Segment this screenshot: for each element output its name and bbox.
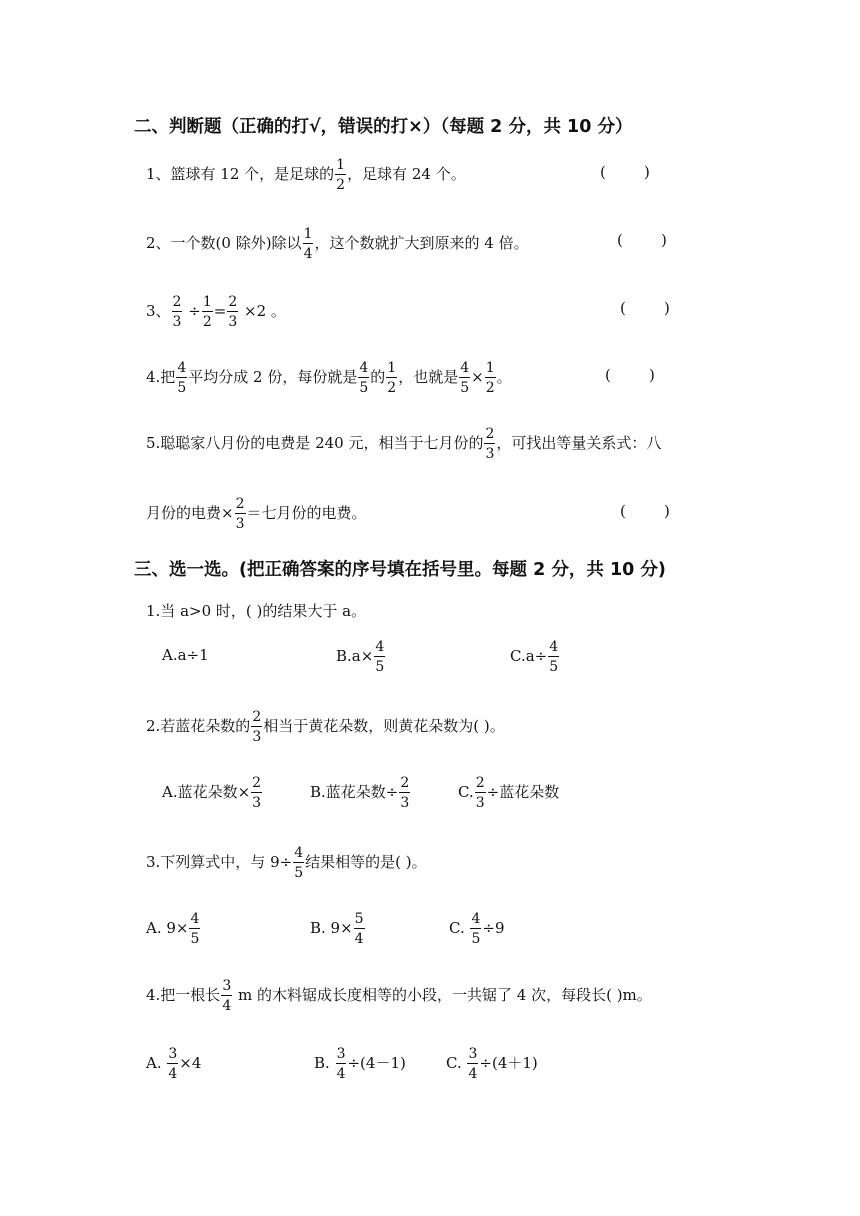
fraction: $\frac{3}{4}$: [222, 978, 232, 1014]
q-text: B.蓝花朵数÷: [310, 783, 399, 801]
q-text: ÷(4－1): [347, 1054, 406, 1072]
q-text: ×2 。: [239, 302, 286, 320]
fraction: $\frac{1}{2}$: [387, 360, 397, 396]
q-text: ，也就是: [398, 368, 459, 386]
q-text: ÷: [183, 302, 201, 320]
q-text: B.: [314, 1054, 335, 1072]
fraction: $\frac{4}{5}$: [359, 360, 369, 396]
section-2-title: 二、判断题（正确的打√，错误的打×）（每题 2 分，共 10 分）: [134, 117, 633, 137]
q-text: ＝七月份的电费。: [246, 504, 367, 522]
fraction: $\frac{1}{2}$: [485, 360, 495, 396]
question-2-3: [146, 295, 286, 329]
fraction: $\frac{3}{4}$: [336, 1046, 346, 1082]
option-3-1-c[interactable]: [510, 640, 560, 674]
fraction: $\frac{2}{3}$: [485, 426, 495, 462]
option-3-3-c[interactable]: [449, 912, 505, 946]
section-3-title: 三、选一选。(把正确答案的序号填在括号里。每题 2 分，共 10 分): [134, 560, 666, 580]
option-3-3-a[interactable]: [146, 912, 201, 946]
question-2-1: [146, 158, 466, 192]
fraction: $\frac{2}{3}$: [400, 775, 410, 811]
option-3-3-b[interactable]: [310, 912, 366, 946]
q-text: ×4: [179, 1054, 202, 1072]
q-text: 4.把: [146, 368, 176, 386]
fraction: $\frac{1}{4}$: [303, 226, 313, 262]
fraction: $\frac{1}{2}$: [336, 157, 346, 193]
question-2-4: [146, 361, 512, 395]
q-text: m 的木料锯成长度相等的小段，一共锯了 4 次，每段长( )m。: [233, 986, 652, 1004]
q-text: C.: [458, 783, 474, 801]
option-3-1-a[interactable]: A.a÷1: [162, 646, 209, 664]
q-text: ，足球有 24 个。: [347, 165, 466, 183]
fraction: $\frac{4}{5}$: [471, 911, 481, 947]
question-2-2: [146, 227, 529, 261]
question-3-4: [146, 979, 652, 1013]
answer-bracket[interactable]: ( ): [620, 502, 670, 520]
option-3-2-b[interactable]: [310, 776, 411, 810]
fraction: $\frac{4}{5}$: [190, 911, 200, 947]
q-text: ÷蓝花朵数: [486, 783, 560, 801]
q-text: C.: [449, 919, 470, 937]
question-2-5-line2: [146, 497, 367, 531]
option-3-2-c[interactable]: [458, 776, 559, 810]
q-text: 1、篮球有 12 个，是足球的: [146, 165, 335, 183]
q-text: =: [213, 302, 227, 320]
option-3-4-a[interactable]: [146, 1047, 201, 1081]
fraction: $\frac{2}{3}$: [252, 775, 262, 811]
q-text: 3、: [146, 302, 171, 320]
option-3-4-c[interactable]: [446, 1047, 538, 1081]
fraction: $\frac{1}{2}$: [202, 294, 212, 330]
q-text: ，可找出等量关系式：八: [496, 434, 662, 452]
fraction: $\frac{4}{5}$: [294, 845, 304, 881]
fraction: $\frac{2}{3}$: [475, 775, 485, 811]
fraction: $\frac{4}{5}$: [549, 639, 559, 675]
q-text: 月份的电费×: [146, 504, 234, 522]
fraction: $\frac{2}{3}$: [252, 709, 262, 745]
question-2-5: [146, 427, 661, 461]
fraction: $\frac{3}{4}$: [468, 1046, 478, 1082]
q-text: 。: [496, 368, 512, 386]
option-3-1-b[interactable]: [336, 640, 386, 674]
question-3-2: [146, 710, 505, 744]
q-text: 相当于黄花朵数，则黄花朵数为( )。: [263, 717, 505, 735]
q-text: C.a÷: [510, 647, 548, 665]
q-text: 2、一个数(0 除外)除以: [146, 234, 302, 252]
answer-bracket[interactable]: ( ): [617, 231, 667, 249]
fraction: $\frac{2}{3}$: [235, 496, 245, 532]
answer-bracket[interactable]: ( ): [620, 299, 670, 317]
fraction: $\frac{4}{5}$: [375, 639, 385, 675]
fraction: $\frac{5}{4}$: [354, 911, 364, 947]
q-text: 3.下列算式中，与 9÷: [146, 853, 293, 871]
q-text: B. 9×: [310, 919, 353, 937]
option-3-4-b[interactable]: [314, 1047, 406, 1081]
question-3-3: [146, 846, 427, 880]
answer-bracket[interactable]: ( ): [600, 163, 650, 181]
fraction: $\frac{3}{4}$: [168, 1046, 178, 1082]
q-text: C.: [446, 1054, 467, 1072]
q-text: 结果相等的是( )。: [305, 853, 427, 871]
q-text: ÷(4＋1): [479, 1054, 538, 1072]
q-text: A.蓝花朵数×: [162, 783, 251, 801]
q-text: ×: [471, 368, 484, 386]
answer-bracket[interactable]: ( ): [605, 366, 655, 384]
q-text: ÷9: [482, 919, 505, 937]
q-text: 的: [370, 368, 386, 386]
q-text: ，这个数就扩大到原来的 4 倍。: [314, 234, 529, 252]
q-text: A.: [146, 1054, 167, 1072]
q-text: 4.把一根长: [146, 986, 221, 1004]
fraction: $\frac{4}{5}$: [460, 360, 470, 396]
q-text: B.a×: [336, 647, 374, 665]
fraction: $\frac{2}{3}$: [172, 294, 182, 330]
q-text: A. 9×: [146, 919, 189, 937]
q-text: 2.若蓝花朵数的: [146, 717, 251, 735]
question-3-1: 1.当 a>0 时，( )的结果大于 a。: [146, 602, 367, 620]
fraction: $\frac{4}{5}$: [177, 360, 187, 396]
option-3-2-a[interactable]: [162, 776, 263, 810]
q-text: 平均分成 2 份，每份就是: [188, 368, 358, 386]
q-text: 5.聪聪家八月份的电费是 240 元，相当于七月份的: [146, 434, 484, 452]
fraction: $\frac{2}{3}$: [228, 294, 238, 330]
